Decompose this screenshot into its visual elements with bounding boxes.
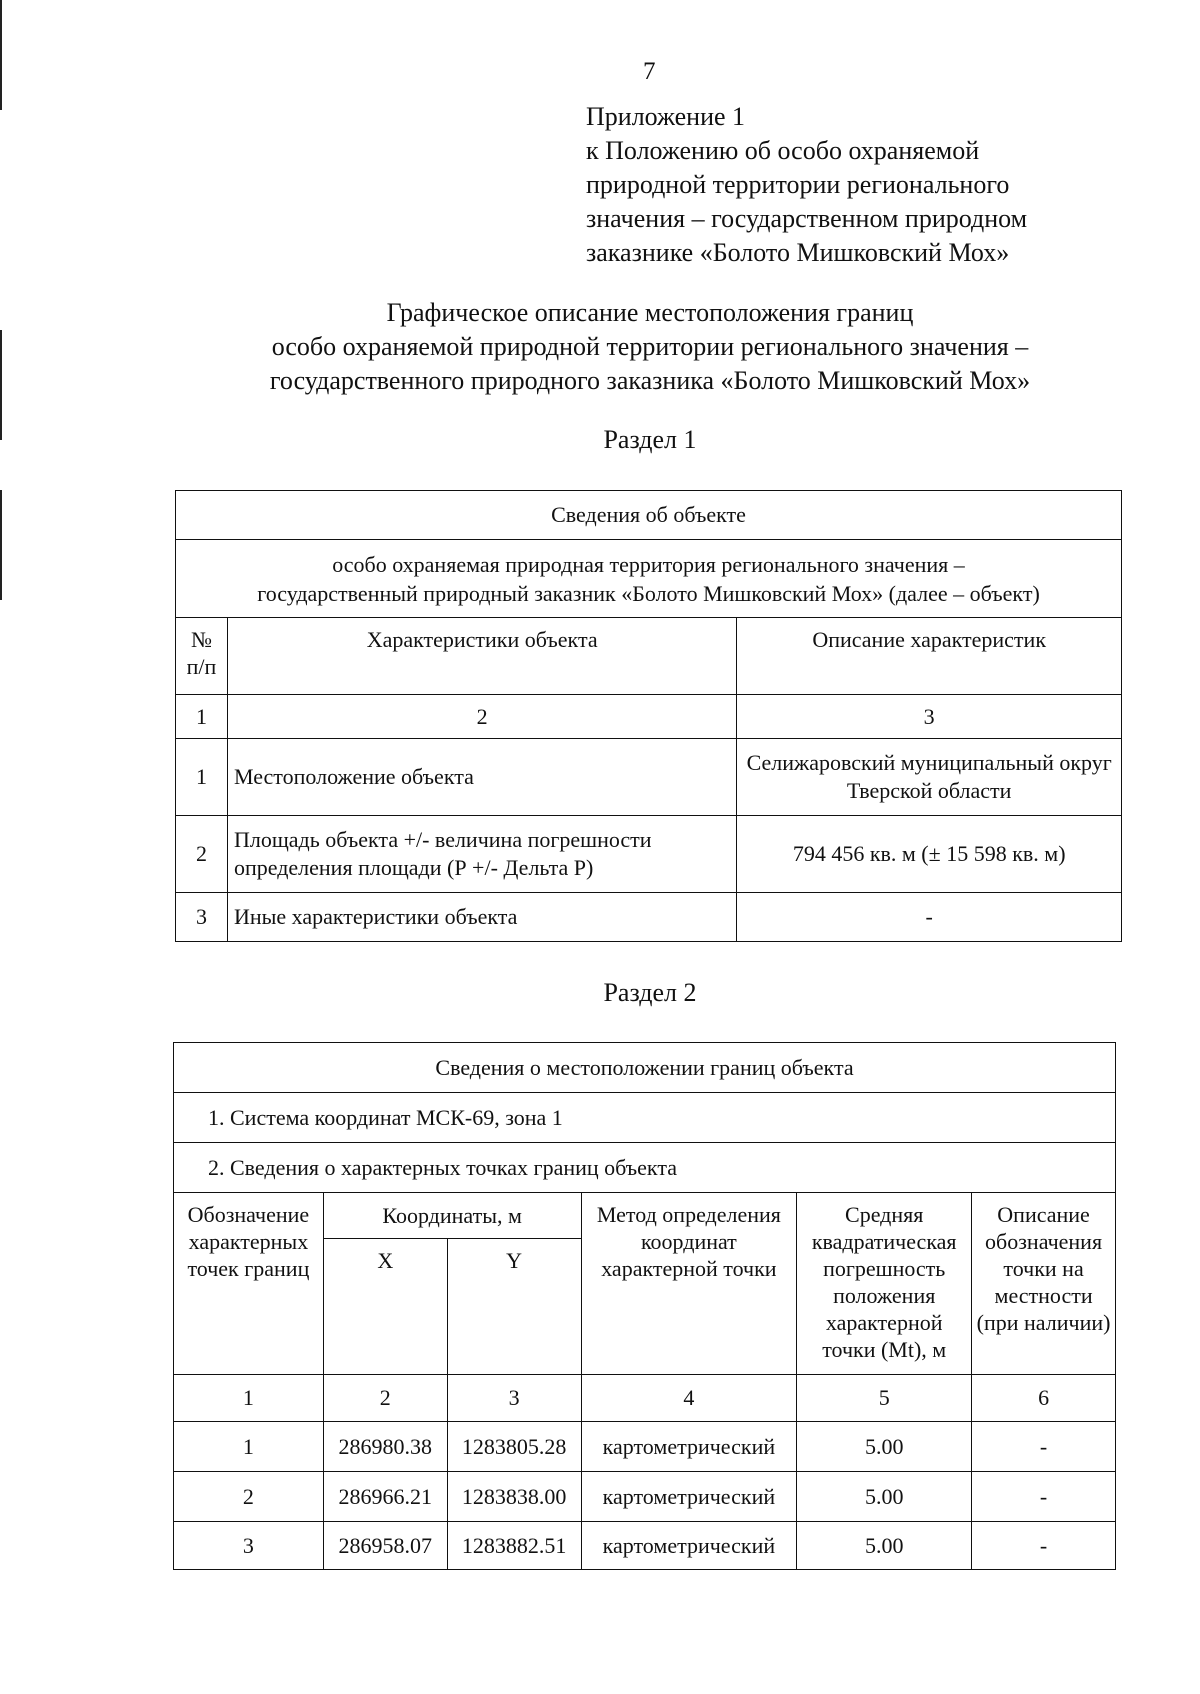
page-number: 7 bbox=[643, 58, 656, 85]
appendix-block bbox=[586, 100, 1027, 270]
col-header-coordinates: Координаты, м bbox=[323, 1193, 581, 1239]
column-index: 4 bbox=[581, 1375, 797, 1422]
coord-y: 1283805.28 bbox=[447, 1422, 581, 1472]
boundary-table bbox=[173, 1042, 1116, 1570]
table-row bbox=[176, 816, 1122, 893]
appendix-line: значения – государственном природном bbox=[586, 204, 1028, 233]
column-index: 1 bbox=[176, 695, 228, 739]
row-characteristic: Иные характеристики объекта bbox=[227, 893, 736, 942]
method: картометрический bbox=[581, 1422, 797, 1472]
col-header-error: Средняя квадратическая погрешность положения характерной точки (Mt), м bbox=[797, 1193, 972, 1375]
row-number: 1 bbox=[176, 739, 228, 816]
object-line: государственный природный заказник «Болото Мишковский Мох» (далее – объект) bbox=[257, 580, 1040, 606]
title-line: Графическое описание местоположения границ bbox=[386, 298, 914, 327]
scan-edge-mark bbox=[0, 490, 2, 600]
method: картометрический bbox=[581, 1472, 797, 1522]
table-row bbox=[174, 1472, 1116, 1522]
col-header-x: X bbox=[323, 1239, 447, 1375]
column-index: 2 bbox=[323, 1375, 447, 1422]
point-description: - bbox=[972, 1522, 1116, 1570]
table-title: Сведения об объекте bbox=[176, 491, 1122, 540]
row-number: 3 bbox=[176, 893, 228, 942]
document-title bbox=[0, 296, 1200, 398]
point-id: 3 bbox=[174, 1522, 324, 1570]
row-description: Селижаровский муниципальный округ Тверской области bbox=[737, 739, 1122, 816]
column-index: 2 bbox=[227, 695, 736, 739]
column-index: 5 bbox=[797, 1375, 972, 1422]
point-description: - bbox=[972, 1422, 1116, 1472]
coord-y: 1283838.00 bbox=[447, 1472, 581, 1522]
table-row bbox=[176, 893, 1122, 942]
coord-x: 286958.07 bbox=[323, 1522, 447, 1570]
method: картометрический bbox=[581, 1522, 797, 1570]
appendix-line: Приложение 1 bbox=[586, 102, 746, 131]
object-info-table bbox=[175, 490, 1122, 942]
point-description: - bbox=[972, 1472, 1116, 1522]
section-2-heading: Раздел 2 bbox=[603, 978, 697, 1007]
table-title: Сведения о местоположении границ объекта bbox=[174, 1043, 1116, 1093]
point-id: 2 bbox=[174, 1472, 324, 1522]
object-line: особо охраняемая природная территория регионального значения – bbox=[332, 551, 965, 577]
row-characteristic: Площадь объекта +/- величина погрешности определения площади (Р +/- Дельта Р) bbox=[227, 816, 736, 893]
error: 5.00 bbox=[797, 1522, 972, 1570]
col-header-num: № п/п bbox=[176, 618, 228, 695]
points-title: 2. Сведения о характерных точках границ объекта bbox=[174, 1143, 1116, 1193]
title-line: государственного природного заказника «Болото Мишковский Мох» bbox=[269, 366, 1031, 395]
column-index: 3 bbox=[737, 695, 1122, 739]
col-header-method: Метод определения координат характерной точки bbox=[581, 1193, 797, 1375]
scan-edge-mark bbox=[0, 0, 2, 110]
appendix-line: к Положению об особо охраняемой bbox=[586, 136, 980, 165]
appendix-line: природной территории регионального bbox=[586, 170, 1010, 199]
coord-x: 286980.38 bbox=[323, 1422, 447, 1472]
title-line: особо охраняемой природной территории регионального значения – bbox=[271, 332, 1029, 361]
appendix-line: заказнике «Болото Мишковский Мох» bbox=[586, 238, 1010, 267]
col-header-y: Y bbox=[447, 1239, 581, 1375]
col-header-description: Описание характеристик bbox=[737, 618, 1122, 695]
col-header-characteristics: Характеристики объекта bbox=[227, 618, 736, 695]
table-row bbox=[176, 739, 1122, 816]
coordinate-system: 1. Система координат МСК-69, зона 1 bbox=[174, 1093, 1116, 1143]
row-number: 2 bbox=[176, 816, 228, 893]
column-index: 6 bbox=[972, 1375, 1116, 1422]
coord-x: 286966.21 bbox=[323, 1472, 447, 1522]
col-header-point: Обозначение характерных точек границ bbox=[174, 1193, 324, 1375]
col-header-point-description: Описание обозначения точки на местности (при наличии) bbox=[972, 1193, 1116, 1375]
column-index: 3 bbox=[447, 1375, 581, 1422]
table-row bbox=[174, 1422, 1116, 1472]
row-description: - bbox=[737, 893, 1122, 942]
table-row bbox=[174, 1522, 1116, 1570]
point-id: 1 bbox=[174, 1422, 324, 1472]
error: 5.00 bbox=[797, 1472, 972, 1522]
section-1-heading: Раздел 1 bbox=[603, 425, 697, 454]
row-description: 794 456 кв. м (± 15 598 кв. м) bbox=[737, 816, 1122, 893]
error: 5.00 bbox=[797, 1422, 972, 1472]
coord-y: 1283882.51 bbox=[447, 1522, 581, 1570]
row-characteristic: Местоположение объекта bbox=[227, 739, 736, 816]
column-index: 1 bbox=[174, 1375, 324, 1422]
object-description bbox=[176, 540, 1122, 618]
